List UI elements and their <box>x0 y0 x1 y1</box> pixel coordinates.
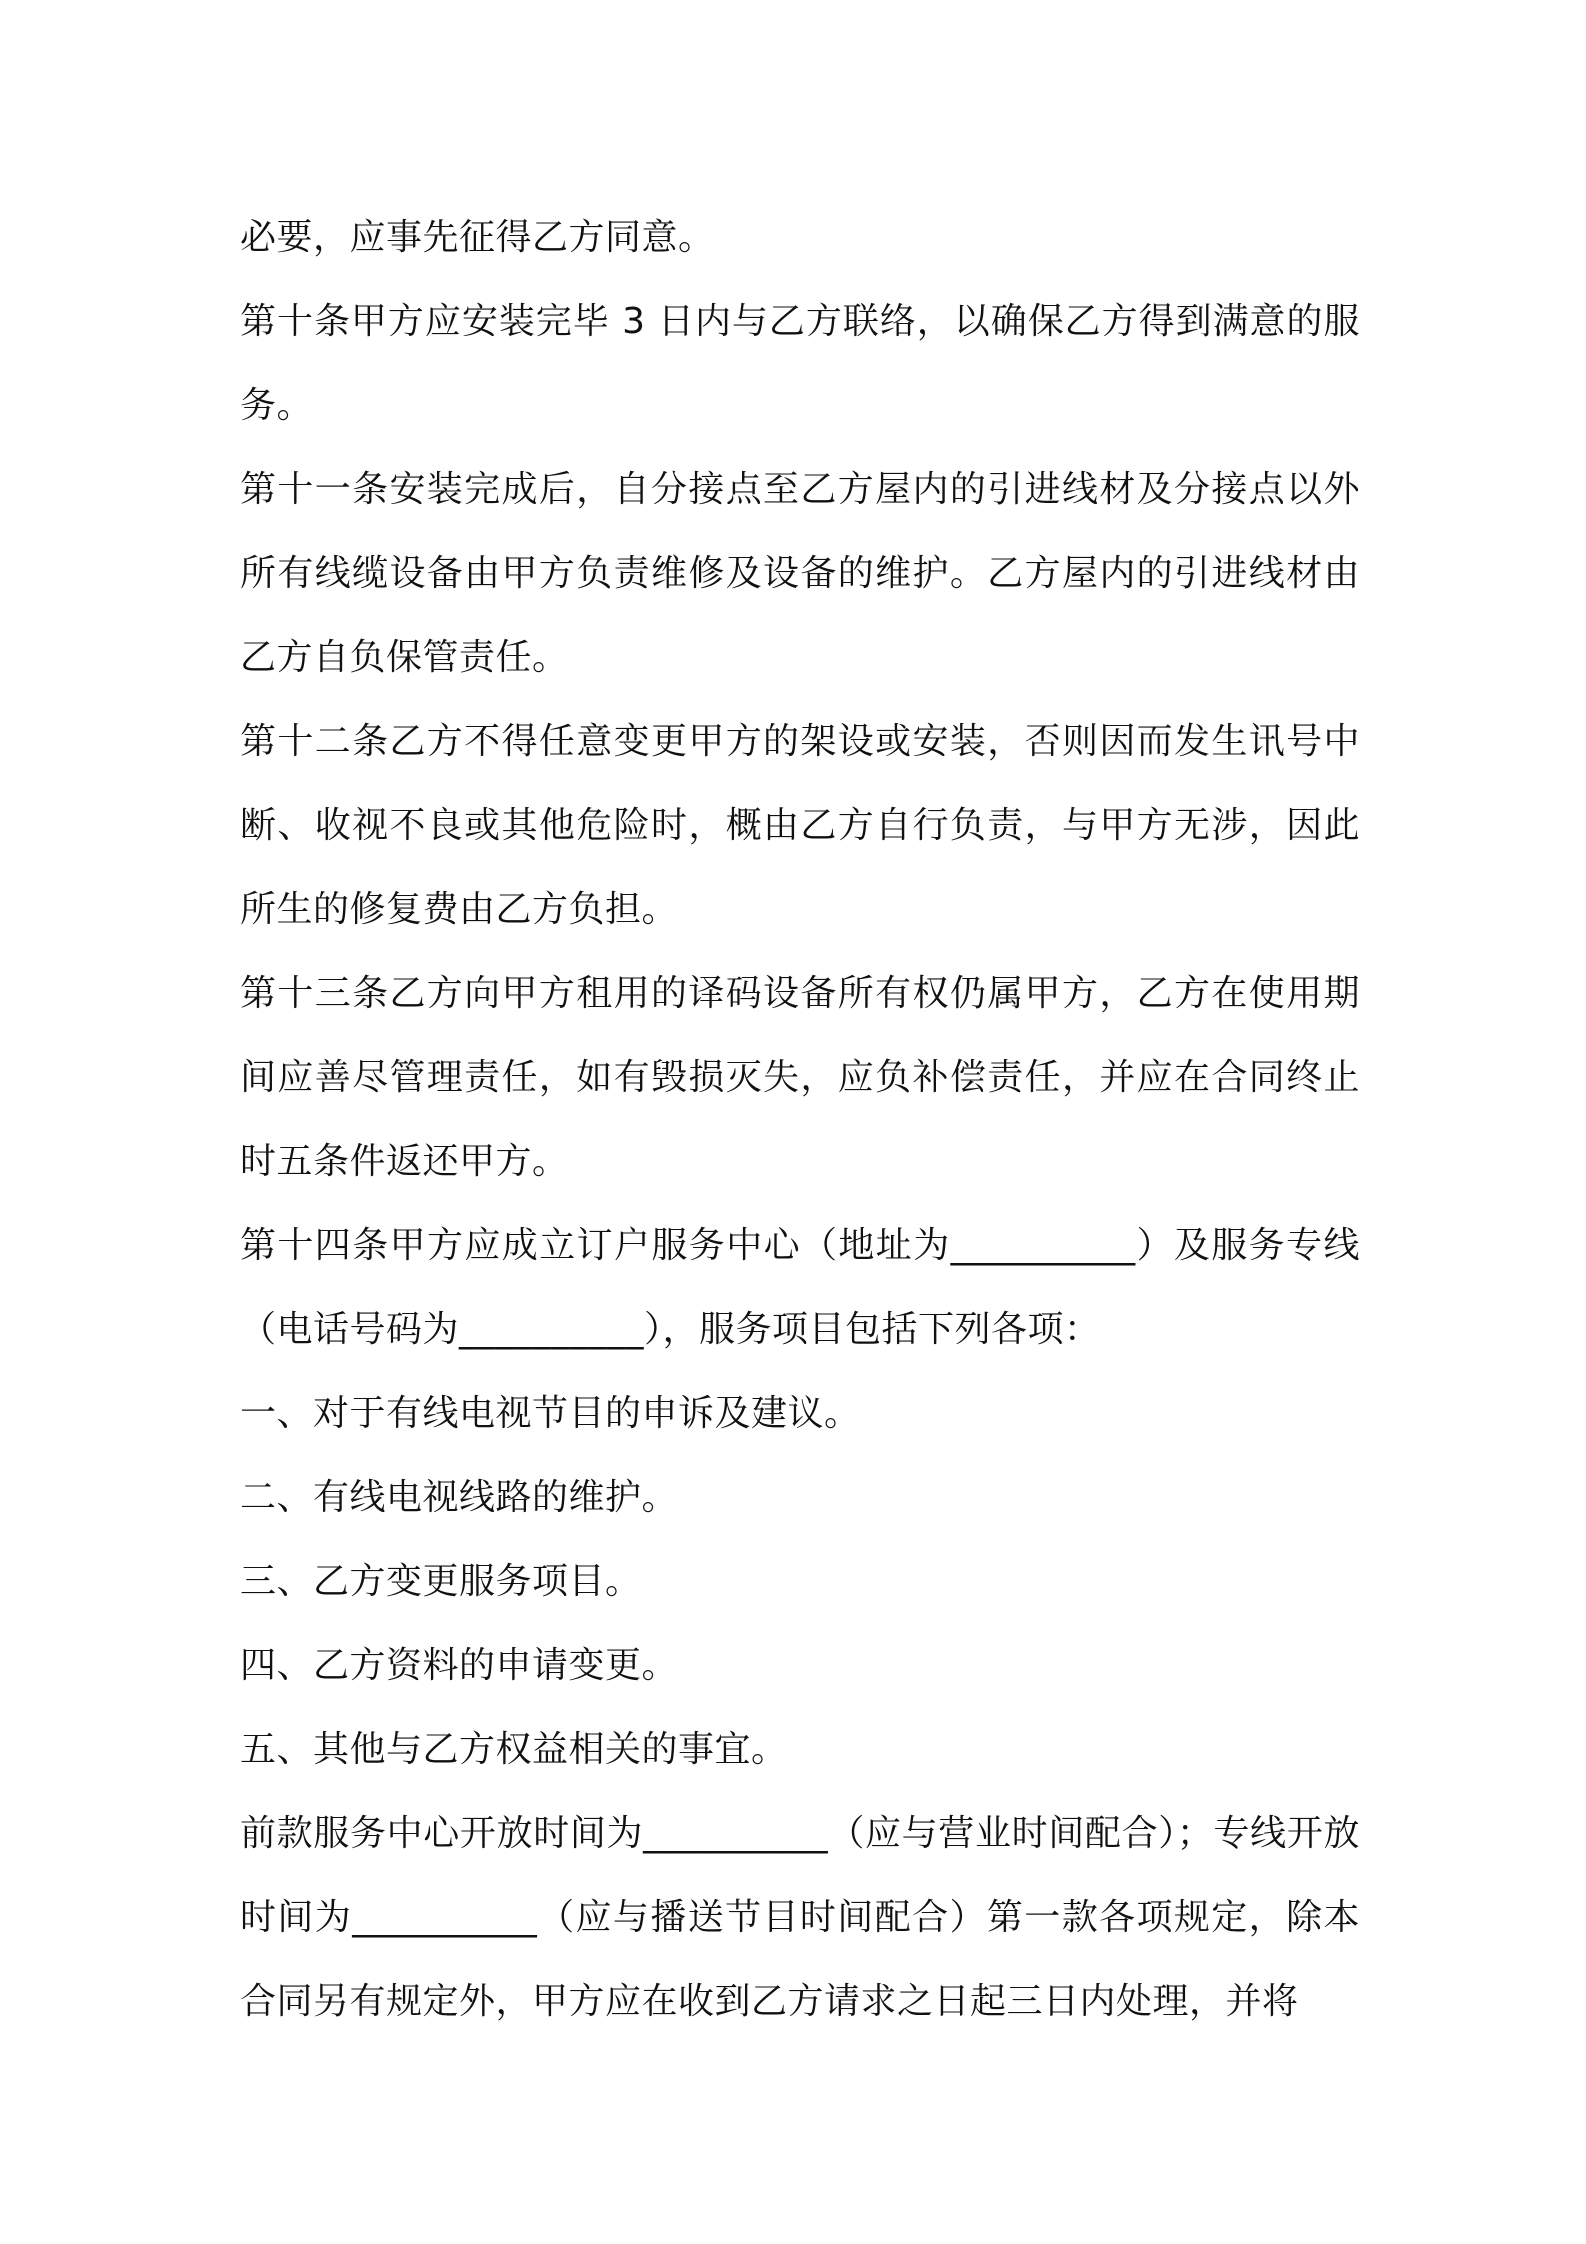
list-item-4: 四、乙方资料的申请变更。 <box>240 1645 679 1686</box>
paragraph-article-12: 第十二条乙方不得任意变更甲方的架设或安装，否则因而发生讯号中断、收视不良或其他危险时，概由乙方自行负责，与甲方无涉，因此所生的修复费由乙方负担。 <box>240 721 1360 930</box>
document-body <box>240 196 1360 2044</box>
list-item-2: 二、有线电视线路的维护。 <box>240 1477 679 1518</box>
list-item-1: 一、对于有线电视节目的申诉及建议。 <box>240 1393 861 1434</box>
paragraph-article-14: 第十四条甲方应成立订户服务中心（地址为__________）及服务专线（电话号码为__________），服务项目包括下列各项： <box>240 1225 1360 1350</box>
list-item-3: 三、乙方变更服务项目。 <box>240 1561 642 1602</box>
paragraph-article-13: 第十三条乙方向甲方租用的译码设备所有权仍属甲方，乙方在使用期间应善尽管理责任，如有毁损灭失，应负补偿责任，并应在合同终止时五条件返还甲方。 <box>240 973 1360 1182</box>
paragraph-article-10: 第十条甲方应安装完毕 3 日内与乙方联络，以确保乙方得到满意的服务。 <box>240 301 1360 426</box>
list-item-5: 五、其他与乙方权益相关的事宜。 <box>240 1729 788 1770</box>
paragraph-article-11: 第十一条安装完成后，自分接点至乙方屋内的引进线材及分接点以外所有线缆设备由甲方负责维修及设备的维护。乙方屋内的引进线材由乙方自负保管责任。 <box>240 469 1360 678</box>
paragraph-consent: 必要，应事先征得乙方同意。 <box>240 217 715 258</box>
paragraph-service-hours: 前款服务中心开放时间为__________（应与营业时间配合）；专线开放时间为__________（应与播送节目时间配合）第一款各项规定，除本合同另有规定外，甲方应在收到乙方请求之日起三日内处理，并将 <box>240 1813 1360 2022</box>
